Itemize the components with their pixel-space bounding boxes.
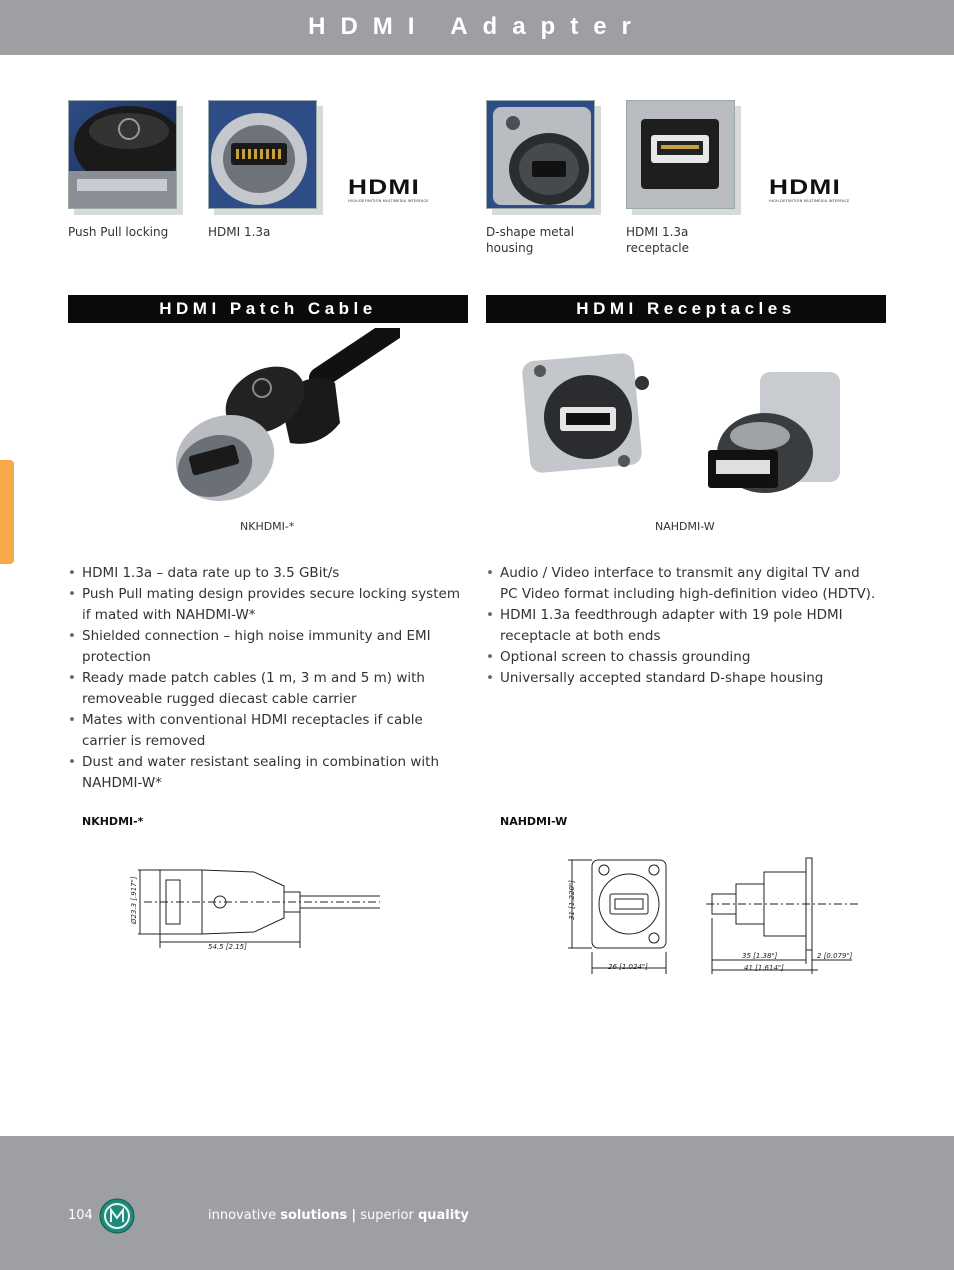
dim-depth1-label: 35 [1.38"] [742,952,778,960]
receptacle-image-rear [700,368,845,507]
thumbnail-push-pull [68,100,177,209]
receptacle-drawing-label: NAHDMI-W [500,815,568,828]
patch-cable-image [170,328,400,512]
footer-bar [0,1136,954,1270]
dim-height-label: 31 [1.220"] [568,880,576,920]
receptacle-image-front [520,345,660,484]
thumbnail-receptacle [626,100,735,209]
caption-push-pull: Push Pull locking [68,225,169,239]
section-heading-receptacles: HDMI Receptacles [486,295,886,323]
receptacle-features [486,563,881,689]
hdmi-logo-2 [769,178,850,203]
patch-cable-drawing-label: NKHDMI-* [82,815,144,828]
tagline-word: quality [417,1208,469,1223]
tagline-word: superior [360,1208,414,1223]
list-item: • HDMI 1.3a feedthrough adapter with 19 pole HDMI receptacle at both ends [486,605,881,647]
receptacle-dimension-drawing [562,852,862,981]
patch-cable-model-label: NKHDMI-* [240,520,295,533]
list-item: • Shielded connection – high noise immunity and EMI protection [68,626,463,668]
caption-receptacle: HDMI 1.3a receptacle [626,225,690,255]
dim-diameter-label: Ø23.3 [.917"] [130,876,138,924]
dim-depth2-label: 41 [1.614"] [744,964,784,972]
header-bar [0,0,954,55]
dim-length-label: 54.5 [2.15] [208,943,247,951]
page-title: HDMI Adapter [308,13,646,40]
list-item: • Audio / Video interface to transmit any digital TV and PC Video format including high-definition video (HDTV). [486,563,881,605]
hdmi-logo-tagline: HIGH-DEFINITION MULTIMEDIA INTERFACE [348,199,429,203]
hdmi-logo-text: HDMI [769,176,842,199]
footer-tagline [208,1208,469,1223]
caption-hdmi: HDMI 1.3a [208,225,271,239]
list-item: • HDMI 1.3a – data rate up to 3.5 GBit/s [68,563,463,584]
caption-d-shape: D-shape metal housing [486,225,575,255]
section-heading-patch-cable: HDMI Patch Cable [68,295,468,323]
list-item: • Ready made patch cables (1 m, 3 m and 5 m) with removeable rugged diecast cable carrier [68,668,463,710]
thumbnail-d-shape [486,100,595,209]
list-item: • Optional screen to chassis grounding [486,647,881,668]
thumbnail-hdmi-plug [208,100,317,209]
list-item: • Dust and water resistant sealing in combination with NAHDMI-W* [68,752,463,794]
dim-flange-label: 2 [0.079"] [817,952,853,960]
list-item: • Push Pull mating design provides secure locking system if mated with NAHDMI-W* [68,584,463,626]
tagline-word: solutions [280,1208,348,1223]
patch-cable-features [68,563,463,794]
receptacle-model-label: NAHDMI-W [655,520,715,533]
brand-logo-icon [99,1198,135,1238]
page-number: 104 [68,1208,93,1223]
hdmi-logo [348,178,429,203]
patch-cable-dimension-drawing [124,862,384,956]
tagline-word: innovative [208,1208,277,1223]
hdmi-logo-text: HDMI [348,176,421,199]
list-item: • Universally accepted standard D-shape housing [486,668,881,689]
dim-width-label: 26 [1.024"] [608,963,648,971]
tagline-separator: | [351,1208,357,1223]
hdmi-logo-tagline: HIGH-DEFINITION MULTIMEDIA INTERFACE [769,199,850,203]
section-tab [0,460,14,564]
list-item: • Mates with conventional HDMI receptacles if cable carrier is removed [68,710,463,752]
